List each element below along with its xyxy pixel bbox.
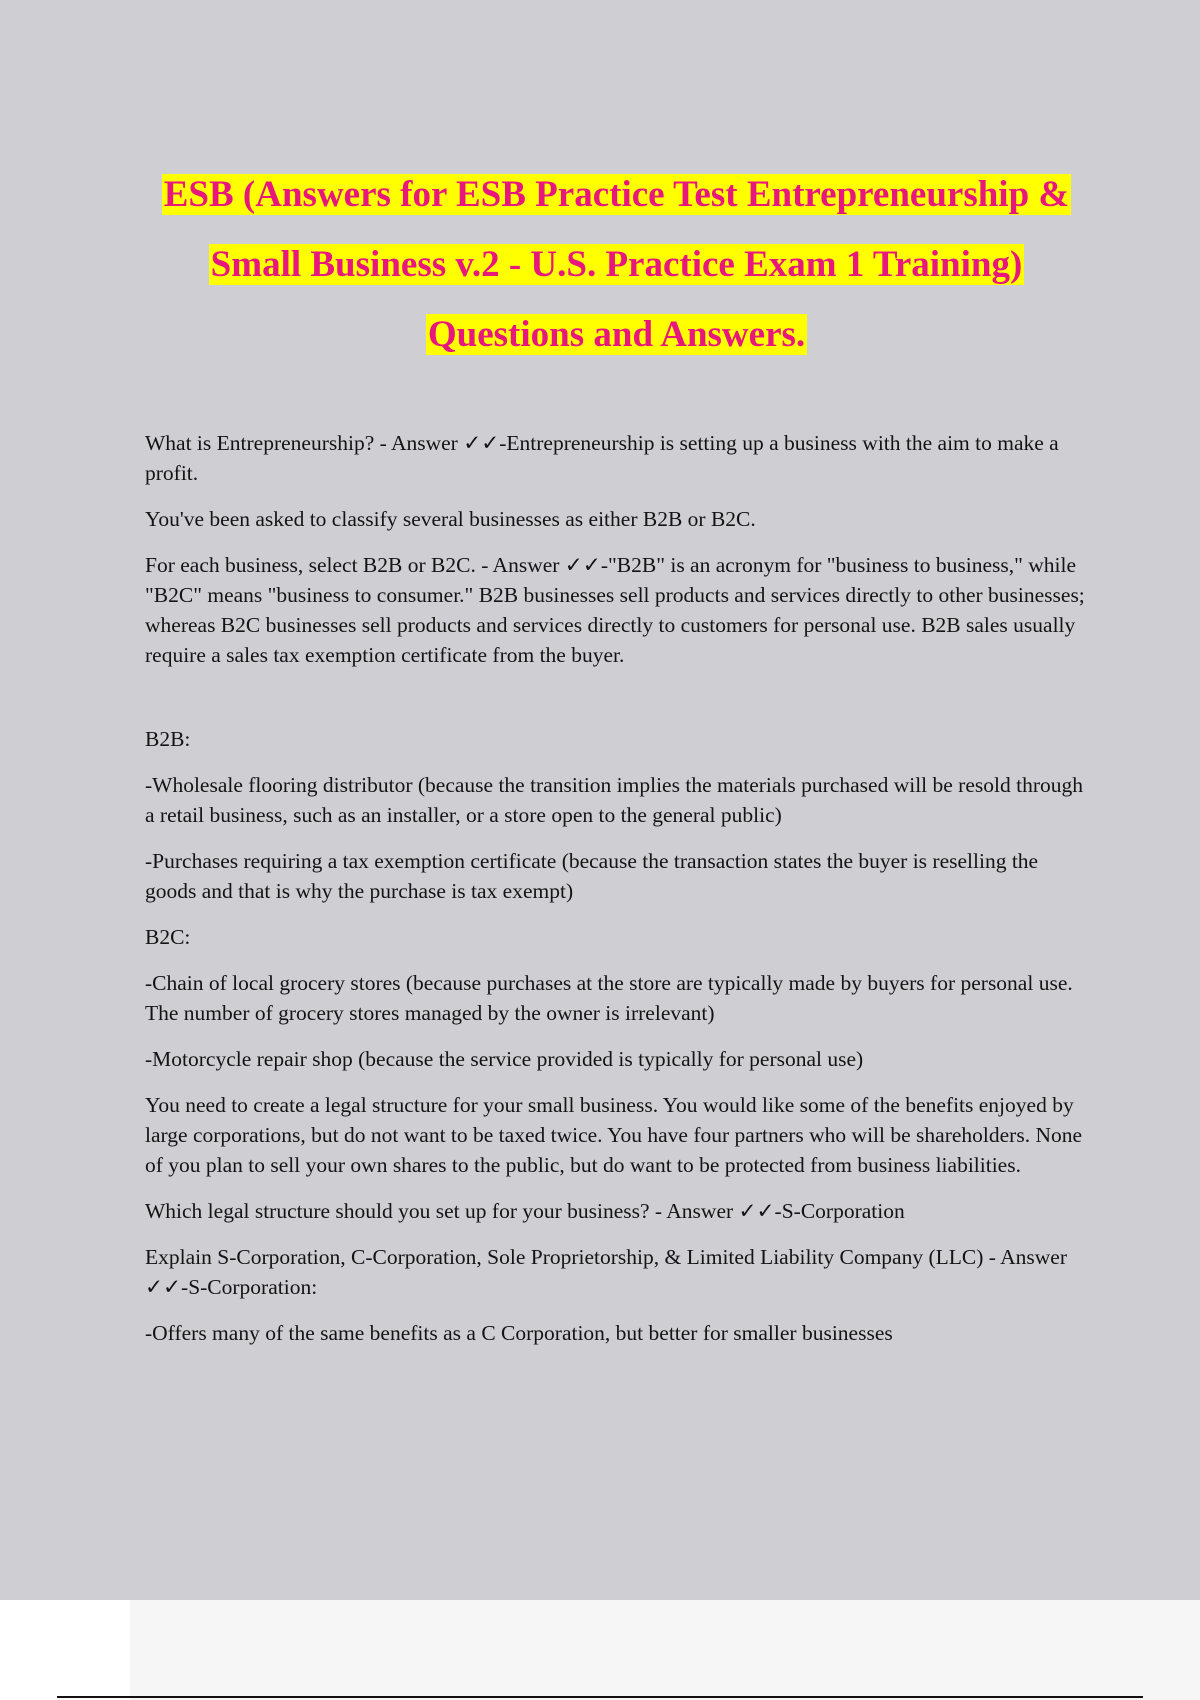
paragraph-spacer xyxy=(145,686,1090,724)
paragraph-explain-corporations: Explain S-Corporation, C-Corporation, Sole Proprietorship, & Limited Liability Company (LLC) - Answer ✓✓-S-Corporation: xyxy=(145,1245,1067,1299)
footer-divider xyxy=(57,1696,1143,1698)
paragraph-b2b-b2c-answer: For each business, select B2B or B2C. - Answer ✓✓-"B2B" is an acronym for "business to business," while "B2C" means "business to consumer." B2B businesses sell products and services directly to other businesses; whereas B2C businesses sell products and services directly to customers for personal use. B2B sales usually require a sales tax exemption certificate from the buyer. xyxy=(145,553,1085,667)
paragraph-classify-intro: You've been asked to classify several businesses as either B2B or B2C. xyxy=(145,507,756,531)
document-body xyxy=(145,428,1090,1364)
list-item-tax-exemption: -Purchases requiring a tax exemption certificate (because the transaction states the buyer is reselling the goods and that is why the purchase is tax exempt) xyxy=(145,849,1039,903)
title-line-1: ESB (Answers for ESB Practice Test Entrepreneurship & xyxy=(163,174,1070,215)
page-bottom-strip xyxy=(130,1600,1200,1700)
heading-b2c: B2C: xyxy=(145,925,191,949)
title-line-3: Questions and Answers. xyxy=(427,314,806,355)
title-line-2: Small Business v.2 - U.S. Practice Exam 1 Training) xyxy=(210,244,1023,285)
list-item-wholesale: -Wholesale flooring distributor (because the transition implies the materials purchased will be resold through a retail business, such as an installer, or a store open to the general public) xyxy=(145,773,1083,827)
document-title xyxy=(140,160,1093,370)
list-item-grocery: -Chain of local grocery stores (because purchases at the store are typically made by buyers for personal use. The number of grocery stores managed by the owner is irrelevant) xyxy=(145,971,1073,1025)
heading-b2b: B2B: xyxy=(145,727,191,751)
paragraph-s-corp-benefits: -Offers many of the same benefits as a C Corporation, but better for smaller businesses xyxy=(145,1321,893,1345)
paragraph-what-is-entrepreneurship: What is Entrepreneurship? - Answer ✓✓-Entrepreneurship is setting up a business with the aim to make a profit. xyxy=(145,431,1059,485)
paragraph-legal-structure-answer: Which legal structure should you set up for your business? - Answer ✓✓-S-Corporation xyxy=(145,1199,905,1223)
paragraph-legal-structure-scenario: You need to create a legal structure for your small business. You would like some of the benefits enjoyed by large corporations, but do not want to be taxed twice. You have four partners who will be shareholders. None of you plan to sell your own shares to the public, but do want to be protected from business liabilities. xyxy=(145,1093,1083,1177)
list-item-motorcycle: -Motorcycle repair shop (because the service provided is typically for personal use) xyxy=(145,1047,864,1071)
